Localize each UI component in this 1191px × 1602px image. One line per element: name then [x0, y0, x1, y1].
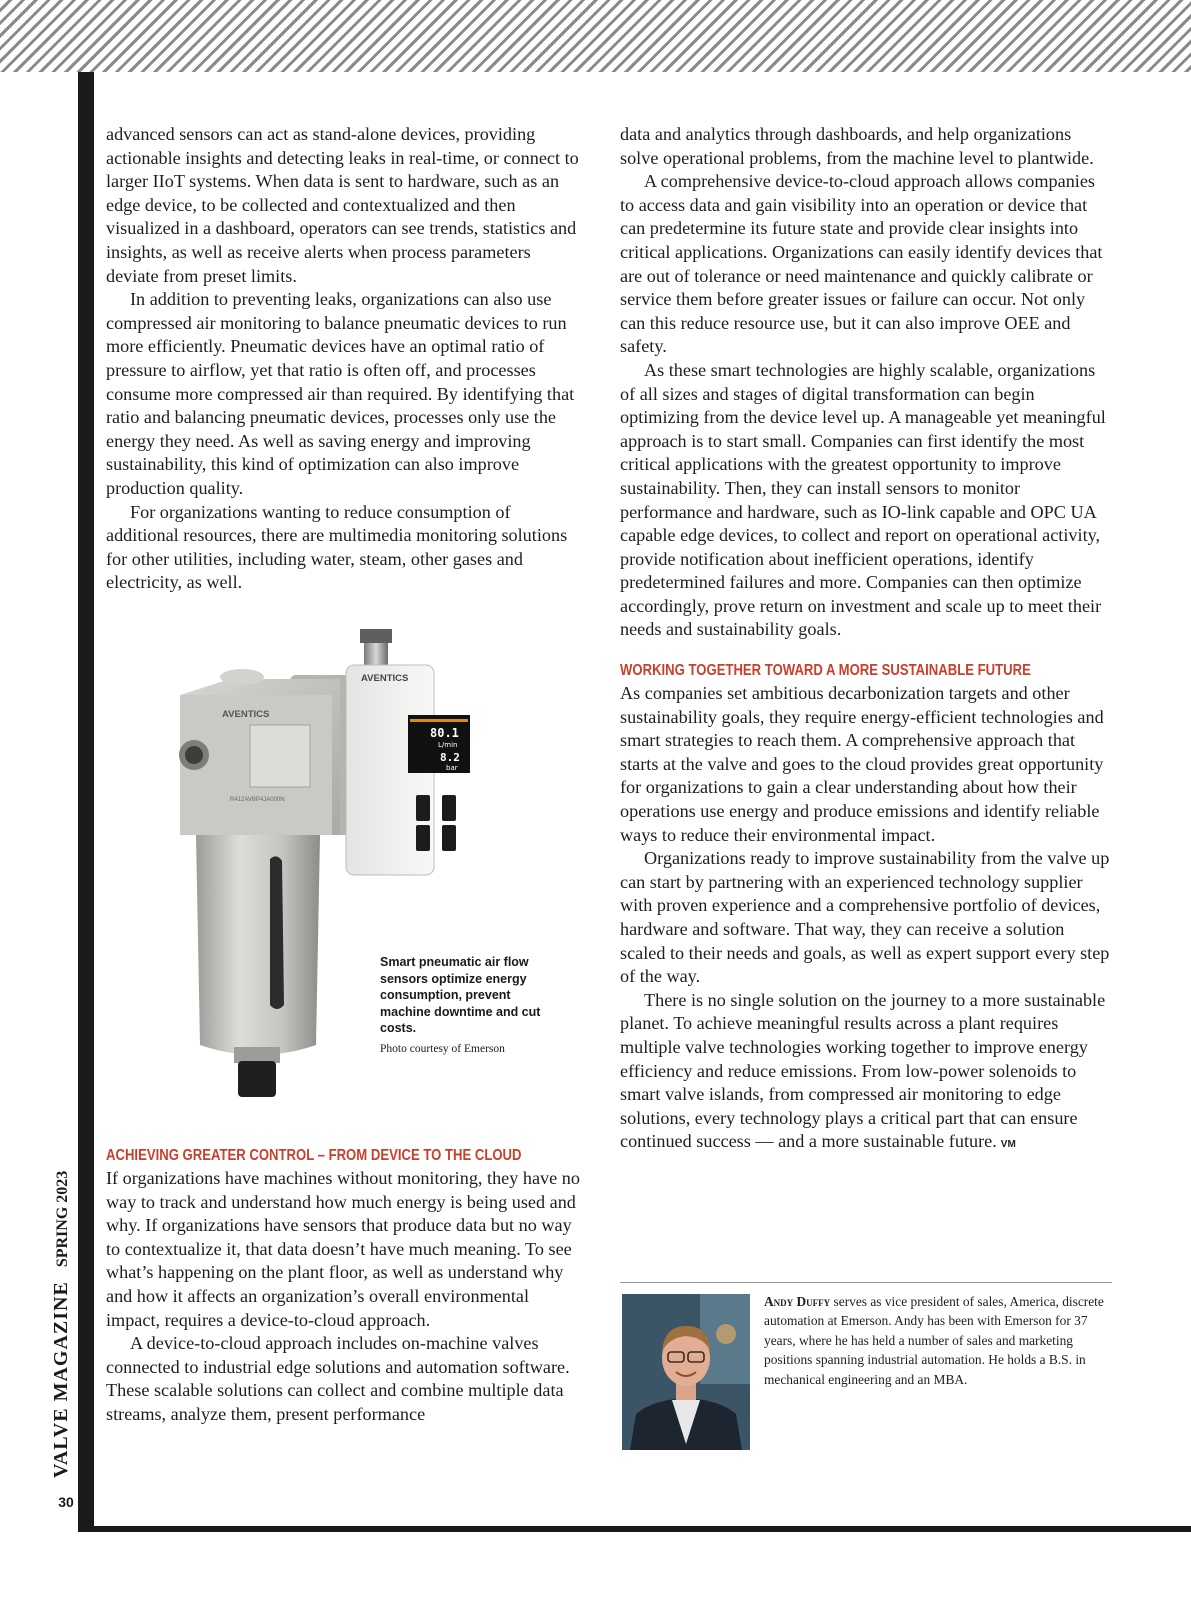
drain-knob [238, 1061, 276, 1097]
article-column-left-bottom [106, 1145, 580, 1427]
article-column-right [620, 123, 1112, 1157]
connector-nut [360, 629, 392, 643]
magazine-spine-label [50, 1171, 73, 1478]
section-heading: ACHIEVING GREATER CONTROL – FROM DEVICE TO THE CLOUD [106, 1147, 522, 1164]
end-mark: VM [1000, 1139, 1016, 1151]
drain-collar [234, 1047, 280, 1063]
paragraph: As companies set ambitious decarbonization targets and other sustainability goals, they require energy-efficient technologies and smart strategies to reach them. A comprehensive approach that starts at the valve and goes to the cloud provides great opportunity for organizations to gain a clear understanding about how their operations use energy and produce emissions and identify reliable ways to reduce their environmental impact. [620, 683, 1104, 845]
display-pressure-unit: bar [446, 764, 458, 772]
paragraph: If organizations have machines without monitoring, they have no way to track and understand how much energy is being used and why. If organizations have sensors that produce data but no way to contextualize it, that data doesn’t have much meaning. To see what’s happening on the plant floor, as well as understand why and how it affects an organization’s overall environmental impact, requires a device-to-cloud approach. [106, 1168, 580, 1330]
connector [364, 639, 388, 667]
section-heading: WORKING TOGETHER TOWARD A MORE SUSTAINABLE FUTURE [620, 662, 1031, 680]
page-edge-bar [78, 72, 94, 1530]
paragraph: A comprehensive device-to-cloud approach allows companies to access data and gain visibility into an operation or device that can predetermine its future state and provide clear insights into critical applications. Organizations can easily identify devices that are out of tolerance or need maintenance and quickly calibrate or service them before greater issues or failure can occur. Not only can this reduce resource use, but it can also improve OEE and safety. [620, 171, 1103, 357]
bio-divider [620, 1282, 1112, 1283]
magazine-title: VALVE MAGAZINE [50, 1281, 72, 1478]
filter-bowl [196, 835, 320, 1055]
paragraph: For organizations wanting to reduce consumption of additional resources, there are multimedia monitoring solutions for other utilities, including water, steam, other gases and electricity, as well. [106, 501, 568, 593]
product-photo [170, 615, 510, 1135]
brand-logo-sensor: AVENTICS [361, 673, 409, 684]
brand-logo-body: AVENTICS [222, 709, 270, 720]
figure-caption [380, 954, 545, 1055]
paragraph: A device-to-cloud approach includes on-machine valves connected to industrial edge solutions and automation software. These scalable solutions can collect and combine multiple data streams, analyze them, present performance [106, 1333, 570, 1424]
article-column-left-top [106, 123, 580, 595]
footer-rule [78, 1526, 1191, 1532]
paragraph: In addition to preventing leaks, organizations can also use compressed air monitoring to balance pneumatic devices to run more efficiently. Pneumatic devices have an optimal ratio of pressure to airflow, yet that ratio is often off, and processes consume more compressed air than required. By identifying that ratio and balancing pneumatic devices, processes only use the energy they need. As well as saving energy and improving sustainability, this kind of optimization can also improve production quality. [106, 289, 575, 498]
filter-label-window [250, 725, 310, 787]
paragraph: Organizations ready to improve sustainability from the valve up can start by partnering with an experienced technology supplier with proven experience and a comprehensive portfolio of devices, hardware and software. That way, they can receive a solution scaled to their needs and goals, as well as expert support every step of the way. [620, 848, 1110, 987]
model-number: R412AVBP4JA000N [230, 797, 285, 803]
display-flow-value: 80.1 [430, 726, 459, 740]
sensor-button [416, 795, 430, 821]
paragraph [620, 989, 1112, 1157]
issue-season: SPRING 2023 [54, 1170, 71, 1268]
paragraph-text: There is no single solution on the journey to a more sustainable planet. To achieve meaningful results across a plant requires multiple valve technologies working together to improve energy efficiency and reduce emissions. From low-power solenoids to smart valve islands, from compressed air monitoring to edge solutions, every technology plays a critical part that can ensure continued success — and a more sustainable future. [620, 989, 1106, 1152]
page-number: 30 [58, 1494, 74, 1510]
caption-text: Smart pneumatic air flow sensors optimize energy consumption, prevent machine downtime and cut costs. [380, 955, 541, 1035]
author-bio [764, 1292, 1114, 1389]
author-name: Andy Duffy [764, 1294, 831, 1309]
filter-cap [220, 669, 264, 685]
header-stripe-band [0, 0, 1191, 72]
paragraph: As these smart technologies are highly scalable, organizations of all sizes and stages of digital transformation can begin optimizing from the device level up. A manageable yet meaningful approach is to start small. Companies can first identify the most critical applications with the greatest opportunity to improve sustainability. Then, they can install sensors to monitor performance and hardware, such as IO-link capable and OPC UA capable edge devices, to collect and report on operational activity, provide notification about inefficient operations, identify predetermined failures and more. Companies can then optimize accordingly, prove return on investment and scale up to meet their needs and sustainability goals. [620, 359, 1106, 640]
display-pressure-value: 8.2 [440, 751, 460, 764]
author-headshot [622, 1294, 750, 1450]
author-portrait [622, 1294, 750, 1450]
paragraph: data and analytics through dashboards, and help organizations solve operational problems, from the machine level to plantwide. [620, 124, 1094, 168]
sensor-button [442, 825, 456, 851]
sight-glass [270, 856, 284, 1009]
bio-text: serves as vice president of sales, America, discrete automation at Emerson. Andy has been with Emerson for 37 years, where he has held a number of sales and marketing positions spanning industrial automation. He holds a B.S. in mechanical engineering and an MBA. [764, 1294, 1104, 1387]
paragraph: advanced sensors can act as stand-alone devices, providing actionable insights and detecting leaks in real-time, or connect to larger IIoT systems. When data is sent to hardware, such as an edge device, to be collected and contextualized and then visualized in a dashboard, operators can see trends, statistics and insights, as well as receive alerts when process parameters deviate from preset limits. [106, 124, 579, 286]
sensor-button [442, 795, 456, 821]
display-flow-unit: L/min [438, 741, 458, 749]
photo-credit: Photo courtesy of Emerson [380, 1042, 505, 1055]
sensor-button [416, 825, 430, 851]
air-flow-sensor-illustration [170, 615, 510, 1135]
